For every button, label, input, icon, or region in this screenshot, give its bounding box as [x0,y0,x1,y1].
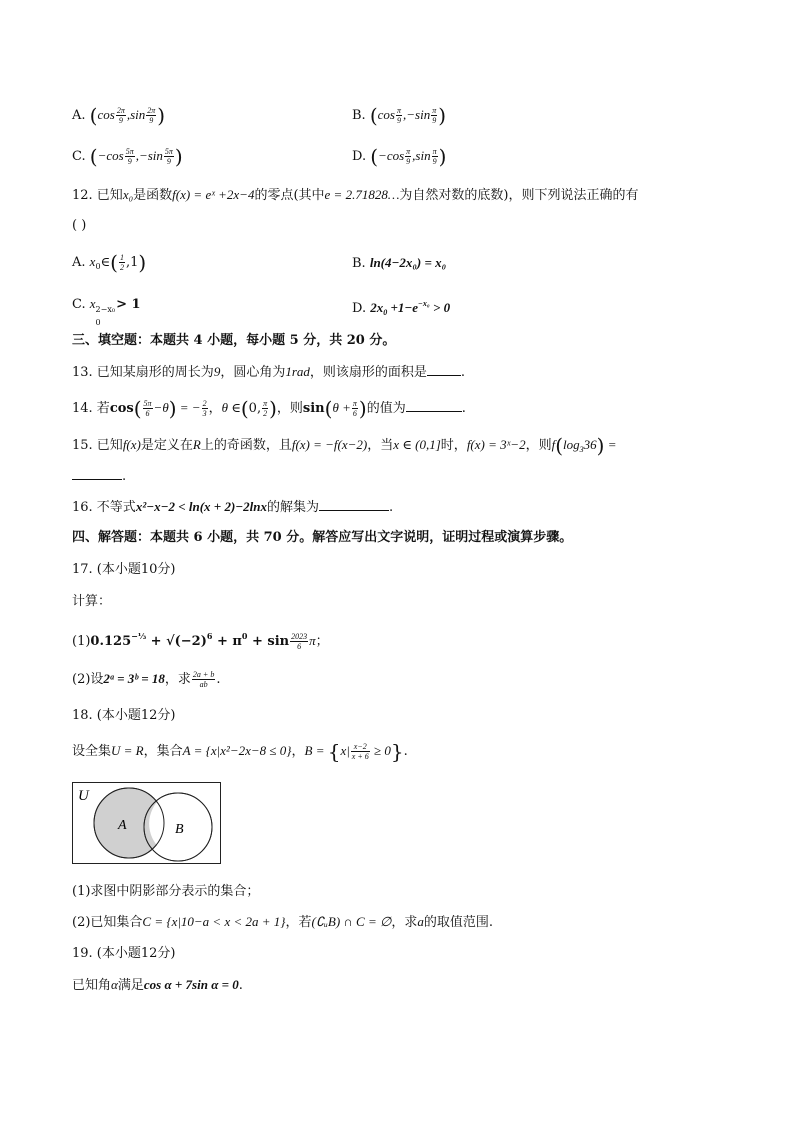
q11-option-d: D. (−cos $\frac{\pi}{9}$ ,sin $\frac{\pi}{9}$ ) [352,144,447,169]
q19-stem: 已知角α满足cos α + 7sin α = 0. [72,977,243,993]
q17-part1: $(1)0.125^{-\frac{1}{3}} + √(-2)^6 + \pi^0 + \sin$ $\frac{2023}{6}$ π； [72,631,329,651]
venn-label-b: B [175,822,184,837]
q16-answer-blank[interactable] [319,498,389,511]
q15-answer-blank[interactable] [72,467,122,480]
venn-diagram [72,782,222,864]
section-4-heading: 四、解答题：本题共 6 小题，共 70 分。解答应写出文字说明，证明过程或演算步骤。 [72,530,573,545]
q15-answer: . [72,467,126,486]
q17-title: 17. (本小题10分) [72,562,176,577]
q12-option-a: A. $x_0\in$( $\frac{1}{2}$ ,1) [72,250,147,275]
q11-option-a: A. (cos $\frac{2\pi}{9}$ ,sin $\frac{2\pi}{9}$ ) [72,103,166,128]
q13-answer-blank[interactable] [427,363,461,376]
q12-answer-paren: ( ) [72,218,87,233]
q16: 16. 不等式x²−x−2 < ln(x + 2)−2lnx的解集为 . [72,499,394,515]
q19-title: 19. (本小题12分) [72,946,176,961]
q11-option-c: C. (−cos $\frac{5\pi}{9}$ ,−sin $\frac{5\pi}{9}$ ) [72,144,183,169]
venn-label-a: A [118,818,127,833]
section-3-heading: 三、填空题：本题共 4 小题，每小题 5 分，共 20 分。 [72,333,396,348]
q13: 13. 已知某扇形的周长为9，圆心角为1rad，则该扇形的面积是 . [72,364,466,380]
q15: 15. 已知f(x)是定义在R上的奇函数，且f(x) = −f(x−2)，当x ∈ (0,1]时，f(x) = 3ˣ−2，则$f(\log_336)$ = [72,433,617,458]
q18-part2: (2)已知集合C = {x|10−a < x < 2a + 1}，若(∁ᵤB) ∩ C = ∅，求a的取值范围. [72,914,493,930]
q14: 14. 若cos( $\frac{5\pi}{6}$ −θ) = − $\frac{2}{3}$ ，θ ∈(0, $\frac{\pi}{2}$ )，则sin(θ + $\frac{\pi}{6}$ )的值为 . [72,396,466,421]
q12-option-d: D. $2x_0 +1-e^{-x_0} > 0$ [352,299,451,317]
q18-part1: (1)求图中阴影部分表示的集合； [72,884,260,899]
q12-stem: 12. 已知x₀是函数f(x) = eˣ +2x−4的零点(其中e = 2.71828…为自然对数的底数)，则下列说法正确的有 [72,187,639,203]
q18-stem: 设全集U = R，集合A = {x|x²−2x−8 ≤ 0}，B = {x| $\frac{x-2}{x + 6}$ ≥ 0}. [72,739,408,764]
q12-option-b: B. ln(4−2x₀) = x₀ [352,255,447,271]
q11-option-b: B. (cos $\frac{\pi}{9}$ ,−sin $\frac{\pi}{9}$ ) [352,103,447,128]
q18-title: 18. (本小题12分) [72,708,176,723]
q17-part2: (2)设2ᵃ = 3ᵇ = 18，求 $\frac{2a + b}{ab}$ . [72,670,221,689]
q12-option-c: C. x 2−x₀ 0 > 1 [72,296,141,327]
q17-calc: 计算： [72,594,112,609]
q14-answer-blank[interactable] [406,399,462,412]
venn-label-u: U [78,788,89,804]
